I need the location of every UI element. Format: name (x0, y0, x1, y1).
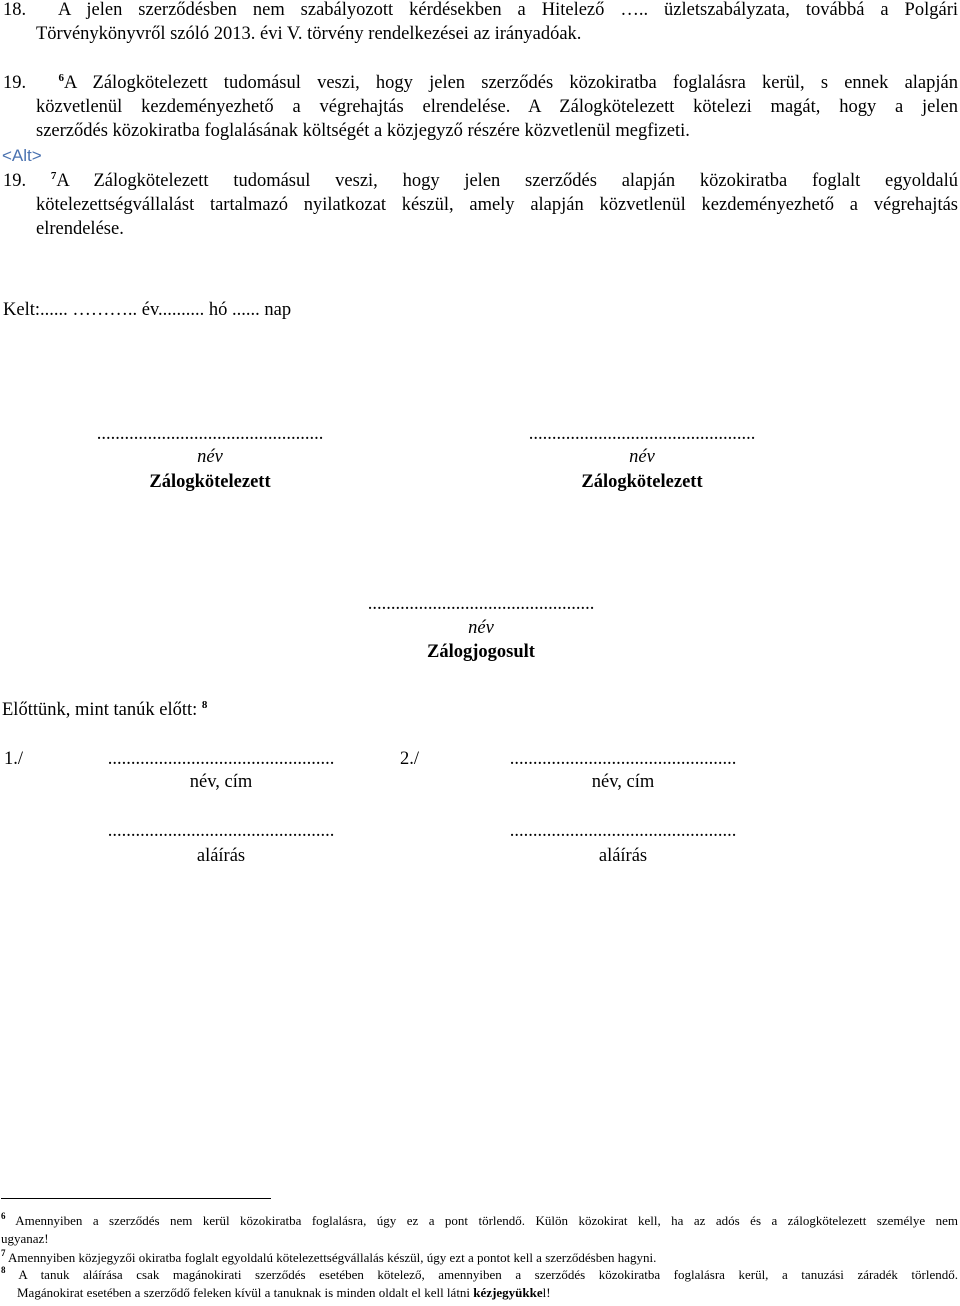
date-line[interactable]: Kelt:...... ……….. év.......... hó ...... nap (3, 300, 292, 320)
witness-2-sig-dots[interactable]: ................................................. (509, 821, 737, 841)
witness-1-name-label: név, cím (189, 772, 253, 792)
footnote-8-line-1: $^8$ A tanuk aláírása csak magánokirati szerződés esetében kötelező, amennyiben a szerződés közokiratba foglalásra kerül, a tanuzási záradék törlendő. (1, 1265, 958, 1282)
clause-19a-line-2: közvetlenül kezdeményezhető a végrehajtás elrendelése. A Zálogkötelezett kötelezi magát, hogy a jelen (36, 97, 958, 117)
footnote-ref-6[interactable]: 6 (58, 72, 65, 84)
pledgee-dots[interactable]: ................................................. (367, 594, 595, 614)
clause-19b-line-3: elrendelése. (36, 219, 124, 239)
obligor-right-dots[interactable]: ................................................. (528, 424, 756, 444)
footnote-6-line-1: $^6$ Amennyiben a szerződés nem kerül közokiratba foglalásra, úgy ez a pont törlendő. Külön közokirat kell, ha az adós és a zálogkötelezett személye nem (1, 1211, 958, 1228)
pledgee-role: Zálogjogosult (427, 642, 535, 662)
clause-19a-text-1: A Zálogkötelezett tudomásul veszi, hogy jelen szerződés közokiratba foglalásra kerül, s ennek alapján (64, 73, 958, 93)
witness-1-name-dots[interactable]: ................................................. (107, 749, 335, 769)
witness-2-name-dots[interactable]: ................................................. (509, 749, 737, 769)
obligor-left-role: Zálogkötelezett (149, 472, 271, 492)
clause-19b-line-1 (3, 169, 958, 193)
footnote-6-line-2: ugyanaz! (1, 1231, 49, 1246)
obligor-left-name: név (197, 447, 223, 467)
obligor-left-dots[interactable]: ................................................. (96, 424, 324, 444)
obligor-right-role: Zálogkötelezett (581, 472, 703, 492)
footnote-ref-8[interactable]: 8 (201, 699, 208, 711)
witnesses-heading: Előttünk, mint tanúk előtt: $^8$ (2, 699, 208, 720)
witness-2-name-label: név, cím (591, 772, 655, 792)
clause-19a-line-3: szerződés közokiratba foglalásának költségét a közjegyző részére közvetlenül megfizeti. (36, 121, 690, 141)
clause-19b-number: 19. (3, 171, 27, 191)
footnote-ref-7[interactable]: 7 (50, 170, 57, 182)
alt-marker: <Alt> (2, 146, 42, 165)
clause-19b-line-2: kötelezettségvállalást tartalmazó nyilatkozat készül, amely alapján közvetlenül kezdeményezhető a végrehajtás (36, 195, 958, 215)
witness-1-sig-dots[interactable]: ................................................. (107, 821, 335, 841)
footnote-separator (1, 1198, 271, 1199)
clause-19a-number: 19. (3, 73, 27, 93)
footnote-7: $^7$ Amennyiben közjegyzői okiratba foglalt egyoldalú kötelezettségvállalás készül, úgy ezt a pontot kell a szerződésben hagyni. (1, 1248, 657, 1265)
witness-2-number: 2./ (400, 749, 420, 769)
clause-19b-text-1: A Zálogkötelezett tudomásul veszi, hogy jelen szerződés alapján közokiratba foglalt egyoldalú (56, 171, 958, 191)
clause-18-line-2: Törvénykönyvről szóló 2013. évi V. törvény rendelkezései az irányadóak. (36, 24, 582, 44)
clause-19a-line-1 (3, 71, 958, 95)
obligor-right-name: név (629, 447, 655, 467)
pledgee-name: név (468, 618, 494, 638)
witness-1-number: 1./ (4, 749, 24, 769)
footnote-8-line-2: Magánokirat esetében a szerződő feleken kívül a tanuknak is minden oldalt el kell látni kézjegyükkel! (17, 1285, 551, 1300)
clause-18-line-1: 18. A jelen szerződésben nem szabályozott kérdésekben a Hitelező ….. üzletszabályzata, továbbá a Polgári (3, 0, 958, 20)
witness-1-signature-label: aláírás (196, 846, 246, 866)
witness-2-signature-label: aláírás (598, 846, 648, 866)
